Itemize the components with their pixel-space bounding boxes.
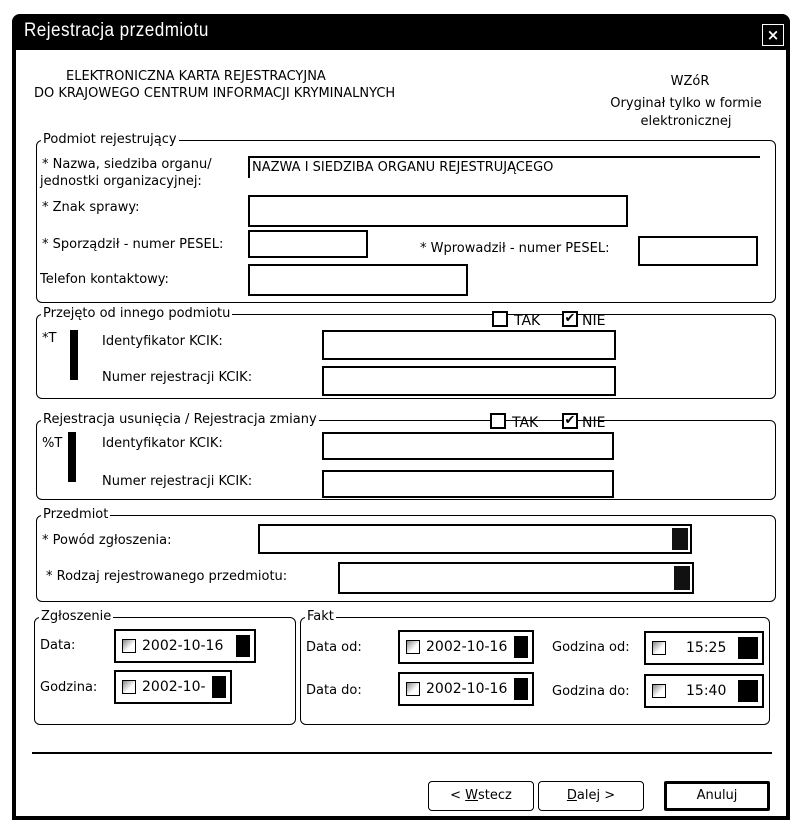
group-legend: Podmiot rejestrujący <box>43 132 177 147</box>
przejeto-tak-label: TAK <box>514 313 541 329</box>
stamp-line2: elektronicznej <box>640 114 732 129</box>
calendar-dropdown-icon[interactable] <box>236 635 250 657</box>
close-icon: × <box>766 26 780 44</box>
telefon-label: Telefon kontaktowy: <box>40 272 169 287</box>
back-rest: stecz <box>478 788 512 803</box>
powod-label: * Powód zgłoszenia: <box>42 533 172 548</box>
usuniecie-identyfikator-input[interactable] <box>322 432 614 460</box>
usuniecie-numer-input[interactable] <box>322 470 614 498</box>
back-button[interactable] <box>428 781 534 811</box>
nazwa-input[interactable]: NAZWA I SIEDZIBA ORGANU REJESTRUJĄCEGO <box>248 156 760 178</box>
button-separator <box>32 752 772 754</box>
przejeto-indicator-bar <box>70 330 78 380</box>
nazwa-label-line2: jednostki organizacyjnej: <box>40 174 202 189</box>
date-checkbox[interactable] <box>406 682 420 696</box>
wprowadzil-pesel-input[interactable] <box>638 236 758 266</box>
data-od-picker[interactable] <box>398 630 534 664</box>
usuniecie-tak-label: TAK <box>512 415 539 431</box>
stamp-title: WZóR <box>670 74 710 89</box>
spinner-icon[interactable] <box>738 680 758 702</box>
usuniecie-marker: %T <box>42 436 63 451</box>
przejeto-marker: *T <box>42 331 57 346</box>
calendar-dropdown-icon[interactable] <box>514 636 528 658</box>
form-heading-line2: DO KRAJOWEGO CENTRUM INFORMACJI KRYMINALNYCH <box>34 86 396 101</box>
rodzaj-label: * Rodzaj rejestrowanego przedmiotu: <box>46 569 288 584</box>
zgloszenie-data-label: Data: <box>40 638 76 653</box>
wprowadzil-label: * Wprowadził - numer PESEL: <box>420 241 610 256</box>
znak-sprawy-label: * Znak sprawy: <box>42 200 140 215</box>
data-do-picker[interactable] <box>398 672 534 706</box>
przejeto-tak-checkbox[interactable] <box>492 311 508 327</box>
time-checkbox[interactable] <box>122 680 136 694</box>
usuniecie-nie-checkbox[interactable] <box>562 413 578 429</box>
przejeto-nie-checkbox[interactable] <box>562 311 578 327</box>
znak-sprawy-input[interactable] <box>248 195 628 227</box>
sporzadzil-label: * Sporządził - numer PESEL: <box>42 237 224 252</box>
date-checkbox[interactable] <box>122 639 136 653</box>
nazwa-label-line1: * Nazwa, siedziba organu/ <box>42 157 212 172</box>
data-do-label: Data do: <box>306 683 362 698</box>
next-rest: alej > <box>576 788 616 803</box>
godzina-od-picker[interactable] <box>644 631 764 665</box>
data-od-label: Data od: <box>306 640 362 655</box>
dropdown-arrow-icon[interactable] <box>672 528 688 550</box>
group-legend: Przedmiot <box>43 507 109 522</box>
cancel-button[interactable]: Anuluj <box>664 781 770 811</box>
usuniecie-tak-checkbox[interactable] <box>490 413 506 429</box>
usuniecie-indicator-bar <box>68 432 76 482</box>
group-legend: Fakt <box>307 609 334 624</box>
godzina-do-label: Godzina do: <box>552 684 630 699</box>
calendar-dropdown-icon[interactable] <box>514 678 528 700</box>
time-value: 15:25 <box>686 640 727 656</box>
checkmark-icon: ✔ <box>564 311 576 326</box>
date-checkbox[interactable] <box>406 640 420 654</box>
title-bar[interactable] <box>12 14 790 50</box>
time-checkbox[interactable] <box>652 684 666 698</box>
stamp-line1: Oryginał tylko w formie <box>610 96 762 111</box>
przejeto-identyfikator-input[interactable] <box>322 330 616 360</box>
back-mnemonic: W <box>465 788 479 803</box>
przejeto-numer-label: Numer rejestracji KCIK: <box>102 370 253 385</box>
next-mnemonic: D <box>566 788 577 803</box>
date-value: 2002-10-16 <box>426 681 508 697</box>
spinner-icon[interactable] <box>212 676 226 698</box>
group-legend: Przejęto od innego podmiotu <box>43 306 231 321</box>
next-button[interactable] <box>538 781 644 811</box>
usuniecie-numer-label: Numer rejestracji KCIK: <box>102 474 253 489</box>
usuniecie-identyfikator-label: Identyfikator KCIK: <box>102 436 223 451</box>
time-value: 15:40 <box>686 683 727 699</box>
group-legend: Zgłoszenie <box>41 609 112 624</box>
usuniecie-nie-label: NIE <box>582 415 606 431</box>
godzina-od-label: Godzina od: <box>552 640 630 655</box>
zgloszenie-godzina-picker[interactable] <box>114 670 232 704</box>
date-value: 2002-10-16 <box>426 639 508 655</box>
sporzadzil-pesel-input[interactable] <box>248 230 368 258</box>
przejeto-numer-input[interactable] <box>322 366 616 396</box>
back-prefix: < <box>450 788 466 803</box>
group-legend: Rejestracja usunięcia / Rejestracja zmiany <box>43 412 317 427</box>
checkmark-icon: ✔ <box>564 413 576 428</box>
przejeto-nie-label: NIE <box>582 313 606 329</box>
close-button[interactable] <box>762 24 784 46</box>
date-value: 2002-10-16 <box>142 638 224 654</box>
zgloszenie-godzina-label: Godzina: <box>40 680 98 695</box>
time-value: 2002-10- <box>142 679 206 695</box>
zgloszenie-data-picker[interactable] <box>114 629 256 663</box>
dropdown-arrow-icon[interactable] <box>674 566 690 590</box>
rodzaj-dropdown[interactable] <box>338 562 694 594</box>
form-heading-line1: ELEKTRONICZNA KARTA REJESTRACYJNA <box>66 69 326 84</box>
window-title: Rejestracja przedmiotu <box>24 20 209 41</box>
telefon-input[interactable] <box>248 264 468 296</box>
spinner-icon[interactable] <box>738 637 758 659</box>
time-checkbox[interactable] <box>652 641 666 655</box>
godzina-do-picker[interactable] <box>644 674 764 708</box>
przejeto-identyfikator-label: Identyfikator KCIK: <box>102 334 223 349</box>
powod-dropdown[interactable] <box>258 524 692 554</box>
